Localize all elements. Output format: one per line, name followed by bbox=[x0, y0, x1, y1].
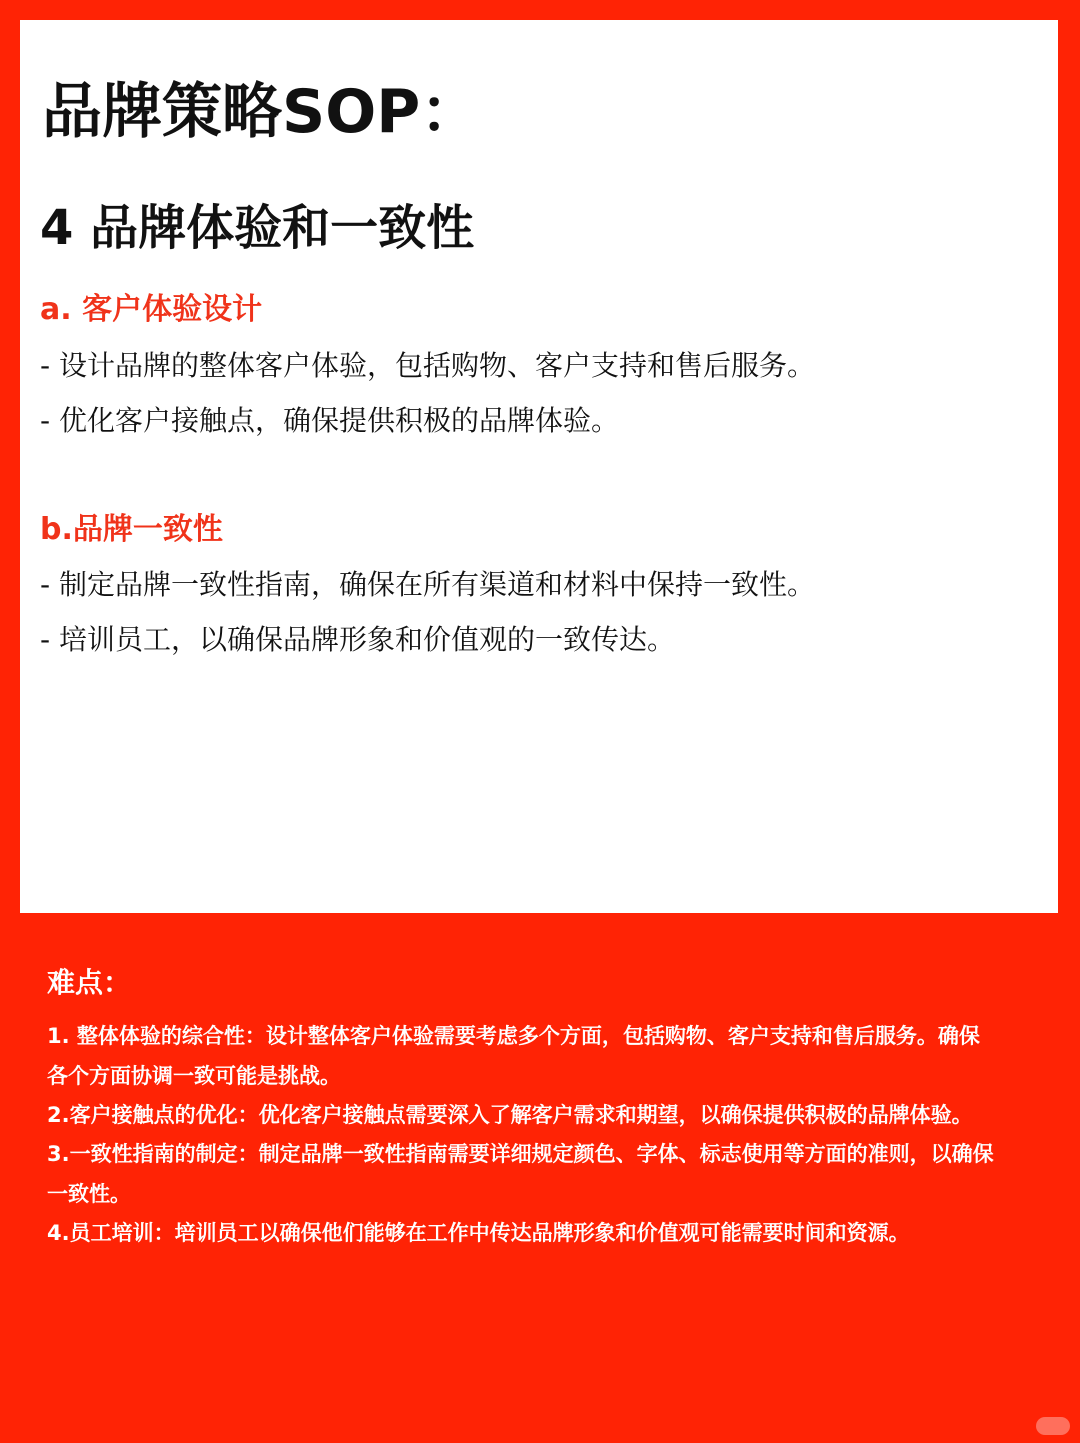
difficulty-line: 1. 整体体验的综合性：设计整体客户体验需要考虑多个方面，包括购物、客户支持和售后服务。确保 bbox=[47, 1024, 980, 1048]
difficulty-line: 4.员工培训：培训员工以确保他们能够在工作中传达品牌形象和价值观可能需要时间和资源。 bbox=[47, 1221, 910, 1245]
content-card bbox=[20, 20, 1058, 913]
difficulty-line: 一致性。 bbox=[47, 1182, 131, 1206]
watermark-badge bbox=[1036, 1417, 1070, 1435]
difficulty-line: 3.一致性指南的制定：制定品牌一致性指南需要详细规定颜色、字体、标志使用等方面的准则，以确保 bbox=[47, 1142, 994, 1166]
subheading-brand-consistency: b.品牌一致性 bbox=[40, 512, 223, 547]
bullet-item: - 培训员工，以确保品牌形象和价值观的一致传达。 bbox=[40, 623, 676, 656]
bullet-item: - 制定品牌一致性指南，确保在所有渠道和材料中保持一致性。 bbox=[40, 568, 816, 601]
bullet-item: - 设计品牌的整体客户体验，包括购物、客户支持和售后服务。 bbox=[40, 349, 816, 382]
difficulties-title: 难点： bbox=[47, 966, 132, 999]
page-title: 品牌策略SOP： bbox=[42, 77, 481, 147]
difficulty-line: 各个方面协调一致可能是挑战。 bbox=[47, 1064, 341, 1088]
difficulty-line: 2.客户接触点的优化：优化客户接触点需要深入了解客户需求和期望，以确保提供积极的品牌体验。 bbox=[47, 1103, 973, 1127]
subheading-customer-experience: a. 客户体验设计 bbox=[40, 292, 263, 327]
section-title: 4 品牌体验和一致性 bbox=[40, 200, 475, 256]
bullet-item: - 优化客户接触点，确保提供积极的品牌体验。 bbox=[40, 404, 620, 437]
